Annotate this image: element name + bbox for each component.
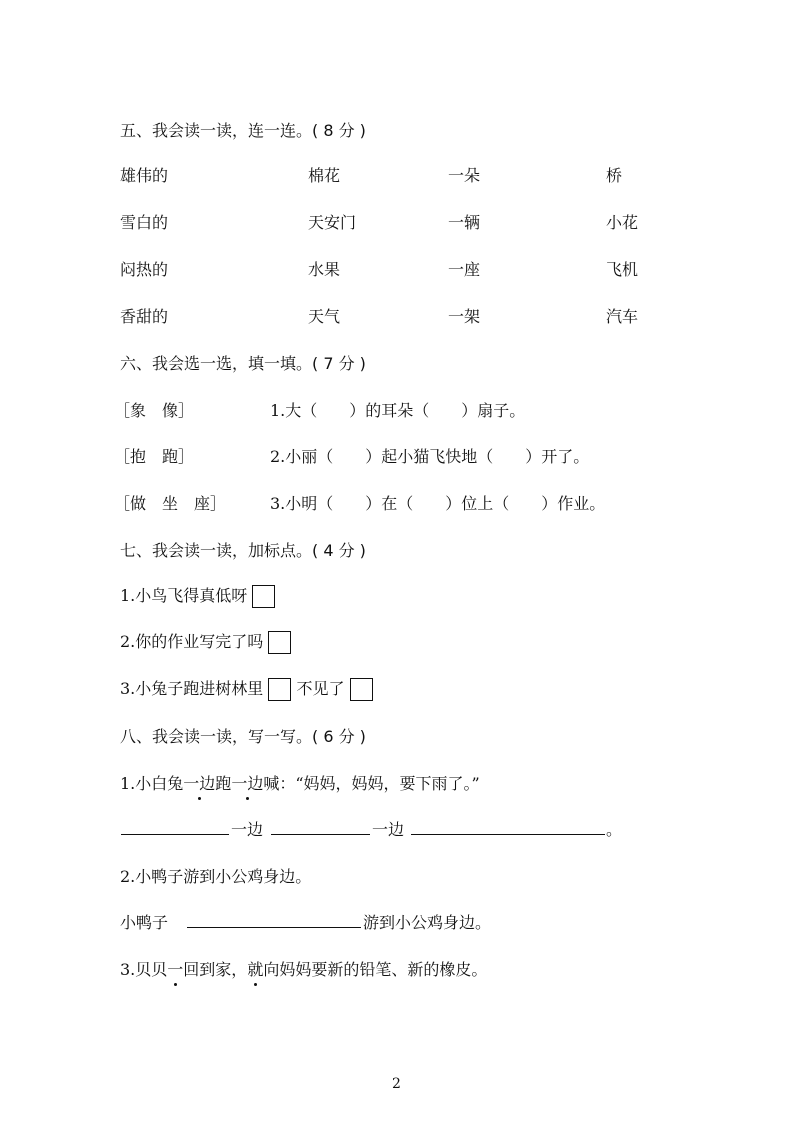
- punctuation-sentence: 2.你的作业写完了吗: [120, 632, 264, 651]
- word-options: ［做 坐 座］: [114, 494, 227, 513]
- sentence-text: 1.小白兔: [120, 774, 184, 793]
- question-sentence: [120, 957, 487, 980]
- fill-word: 一边: [231, 820, 264, 839]
- match-item: 一辆: [448, 213, 481, 232]
- word-options: ［抱 跑］: [114, 447, 195, 466]
- match-item: 桥: [606, 166, 623, 185]
- sentence-text: 跑: [215, 774, 232, 793]
- section6-heading: 六、我会选一选，填一填。( 7 分 ): [120, 354, 366, 373]
- fill-end: 。: [606, 820, 623, 839]
- match-item: 棉花: [308, 166, 341, 185]
- match-item: 水果: [308, 260, 341, 279]
- match-item: 一朵: [448, 166, 481, 185]
- fill-sentence: 2.小丽（ ）起小猫飞快地（ ）开了。: [270, 447, 590, 466]
- fill-prefix: 小鸭子: [120, 913, 169, 932]
- match-item: 一座: [448, 260, 481, 279]
- section5-heading: 五、我会读一读，连一连。( 8 分 ): [120, 121, 366, 140]
- answer-blank[interactable]: [271, 834, 370, 835]
- match-item: 天气: [308, 307, 341, 326]
- punctuation-box[interactable]: [268, 678, 291, 701]
- emphasis-dot-text: 一: [167, 957, 183, 980]
- punctuation-item: [120, 629, 291, 654]
- emphasis-dot-text: 一边: [231, 771, 263, 794]
- section8-heading: 八、我会读一读，写一写。( 6 分 ): [120, 727, 366, 746]
- match-item: 飞机: [606, 260, 639, 279]
- match-item: 小花: [606, 213, 639, 232]
- punctuation-sentence: 3.小兔子跑进树林里: [120, 679, 264, 698]
- sentence-text: 喊：“妈妈，妈妈，要下雨了。”: [263, 774, 480, 793]
- answer-blank[interactable]: [121, 834, 229, 835]
- fill-sentence: 3.小明（ ）在（ ）位上（ ）作业。: [270, 494, 606, 513]
- sentence-text: 向妈妈要新的铅笔、新的橡皮。: [263, 960, 488, 979]
- punctuation-sentence: 1.小鸟飞得真低呀: [120, 586, 248, 605]
- punctuation-item: [120, 583, 275, 608]
- punctuation-sentence: 不见了: [296, 679, 345, 698]
- punctuation-box[interactable]: [268, 631, 291, 654]
- section7-heading: 七、我会读一读，加标点。( 4 分 ): [120, 541, 366, 560]
- fill-sentence: 1.大（ ）的耳朵（ ）扇子。: [270, 401, 526, 420]
- match-item: 闷热的: [120, 260, 169, 279]
- match-item: 香甜的: [120, 307, 169, 326]
- emphasis-dot-text: 一边: [183, 771, 215, 794]
- fill-word: 一边: [372, 820, 405, 839]
- word-options: ［象 像］: [114, 401, 195, 420]
- emphasis-dot-text: 就: [247, 957, 263, 980]
- sentence-text: 3.贝贝: [120, 960, 168, 979]
- answer-blank[interactable]: [187, 927, 361, 928]
- match-item: 汽车: [606, 307, 639, 326]
- punctuation-box[interactable]: [350, 678, 373, 701]
- match-item: 雪白的: [120, 213, 169, 232]
- match-item: 一架: [448, 307, 481, 326]
- question-sentence: 2.小鸭子游到小公鸡身边。: [120, 867, 312, 886]
- question-sentence: [120, 771, 480, 794]
- match-item: 天安门: [308, 213, 357, 232]
- punctuation-box[interactable]: [252, 585, 275, 608]
- match-item: 雄伟的: [120, 166, 169, 185]
- fill-suffix: 游到小公鸡身边。: [363, 913, 492, 932]
- punctuation-item: [120, 676, 373, 701]
- page-number: 2: [392, 1076, 401, 1092]
- answer-blank[interactable]: [411, 834, 605, 835]
- sentence-text: 回到家，: [183, 960, 248, 979]
